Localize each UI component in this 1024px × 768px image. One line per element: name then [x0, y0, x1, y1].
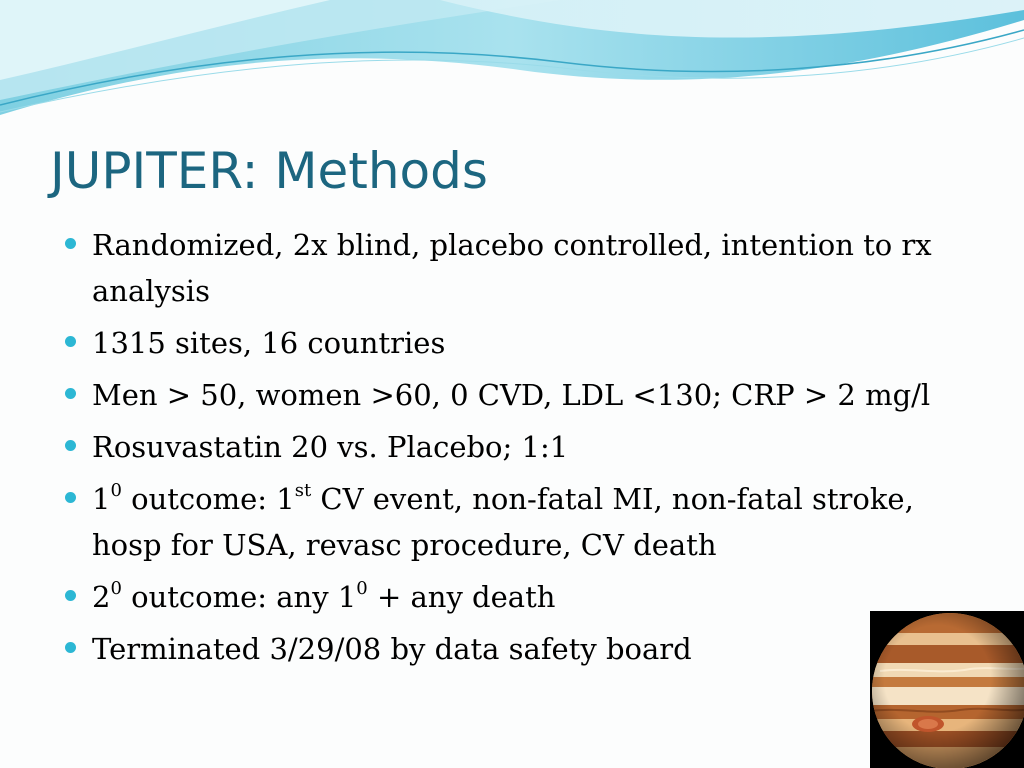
- bullet-dot-icon: [65, 388, 76, 399]
- jupiter-image: [870, 611, 1024, 768]
- bullet-item-primary-outcome: [62, 476, 982, 568]
- bullet-item: [62, 424, 982, 470]
- bullet-dot-icon: [65, 238, 76, 249]
- bullet-text-part: outcome: 1: [121, 482, 295, 516]
- bullet-item: [62, 372, 982, 418]
- superscript: 0: [110, 480, 122, 502]
- bullet-item: [62, 222, 982, 314]
- wave-header-decoration: [0, 0, 1024, 125]
- bullet-text-part: outcome: any 1: [121, 580, 357, 614]
- bullet-item-secondary-outcome: [62, 574, 982, 620]
- bullet-text: Men > 50, women >60, 0 CVD, LDL <130; CRP > 2 mg/l: [92, 378, 931, 412]
- bullet-list: [62, 222, 982, 678]
- bullet-item: [62, 320, 982, 366]
- bullet-text: 1315 sites, 16 countries: [92, 326, 446, 360]
- bullet-dot-icon: [65, 590, 76, 601]
- superscript: 0: [356, 578, 368, 600]
- superscript: st: [294, 480, 312, 502]
- bullet-text-part: 1: [92, 482, 111, 516]
- bullet-text-part: 2: [92, 580, 111, 614]
- bullet-text: Randomized, 2x blind, placebo controlled, intention to rx analysis: [92, 228, 932, 308]
- bullet-dot-icon: [65, 336, 76, 347]
- bullet-text-part: + any death: [367, 580, 556, 614]
- bullet-dot-icon: [65, 642, 76, 653]
- slide-title: JUPITER: Methods: [50, 142, 488, 200]
- bullet-text: Terminated 3/29/08 by data safety board: [92, 632, 692, 666]
- bullet-text: Rosuvastatin 20 vs. Placebo; 1:1: [92, 430, 569, 464]
- bullet-item: [62, 626, 982, 672]
- bullet-dot-icon: [65, 492, 76, 503]
- bullet-text-part: CV event, non-fatal MI, non-fatal stroke, hosp for USA, revasc procedure, CV death: [92, 482, 914, 562]
- superscript: 0: [110, 578, 122, 600]
- jupiter-planet-icon: [870, 611, 1024, 768]
- bullet-dot-icon: [65, 440, 76, 451]
